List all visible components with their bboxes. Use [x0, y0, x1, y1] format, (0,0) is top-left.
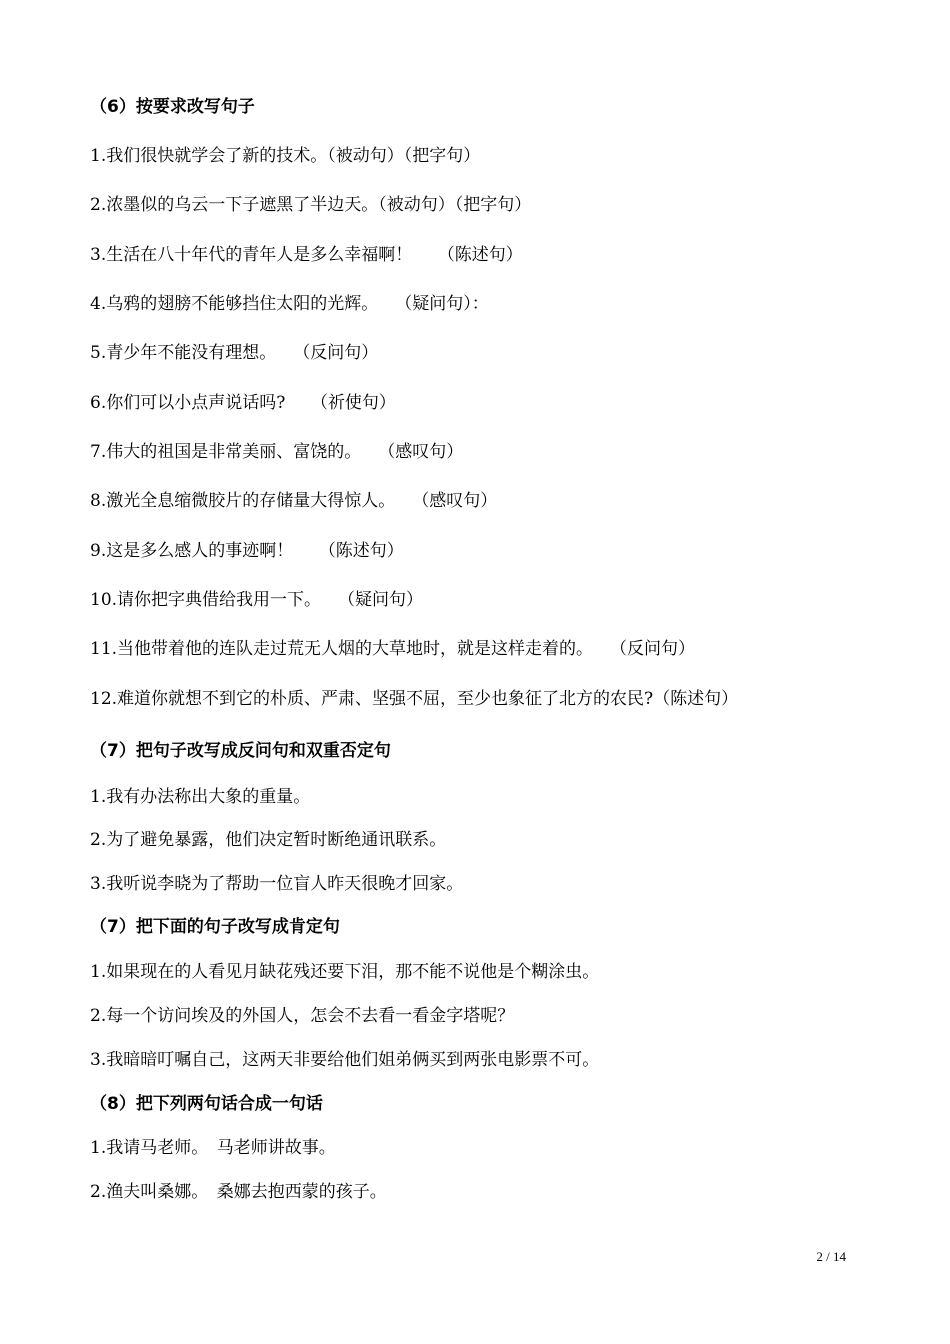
list-item: 1.我们很快就学会了新的技术。（被动句）（把字句） [90, 146, 481, 166]
section-heading: （7）把句子改写成反问句和双重否定句 [90, 741, 391, 761]
page-number: 2 / 14 [816, 1249, 846, 1264]
section-heading: （8）把下列两句话合成一句话 [90, 1094, 323, 1114]
list-item: 2.为了避免暴露，他们决定暂时断绝通讯联系。 [90, 830, 447, 850]
list-item: 2.渔夫叫桑娜。 桑娜去抱西蒙的孩子。 [90, 1182, 387, 1202]
list-item: 8.激光全息缩微胶片的存储量大得惊人。 （感叹句） [90, 491, 498, 511]
list-item: 1.我有办法称出大象的重量。 [90, 787, 311, 807]
list-item: 5.青少年不能没有理想。 （反问句） [90, 343, 379, 363]
list-item: 1.我请马老师。 马老师讲故事。 [90, 1138, 336, 1158]
list-item: 2.浓墨似的乌云一下子遮黑了半边天。（被动句）（把字句） [90, 195, 532, 215]
list-item: 12.难道你就想不到它的朴质、严肃、坚强不屈，至少也象征了北方的农民?（陈述句） [90, 689, 739, 709]
list-item: 9.这是多么感人的事迹啊！ （陈述句） [90, 541, 404, 561]
list-item: 10.请你把字典借给我用一下。 （疑问句） [90, 590, 424, 610]
list-item: 2.每一个访问埃及的外国人，怎会不去看一看金字塔呢？ [90, 1006, 515, 1026]
list-item: 6.你们可以小点声说话吗? （祈使句） [90, 393, 396, 413]
list-item: 3.生活在八十年代的青年人是多么幸福啊！ （陈述句） [90, 245, 523, 265]
list-item: 3.我听说李晓为了帮助一位盲人昨天很晚才回家。 [90, 874, 464, 894]
list-item: 7.伟大的祖国是非常美丽、富饶的。 （感叹句） [90, 442, 464, 462]
list-item: 3.我暗暗叮嘱自己，这两天非要给他们姐弟俩买到两张电影票不可。 [90, 1050, 600, 1070]
list-item: 1.如果现在的人看见月缺花残还要下泪，那不能不说他是个糊涂虫。 [90, 962, 600, 982]
list-item: 11.当他带着他的连队走过荒无人烟的大草地时，就是这样走着的。 （反问句） [90, 639, 696, 659]
section-heading: （6）按要求改写句子 [90, 97, 255, 117]
section-heading: （7）把下面的句子改写成肯定句 [90, 917, 340, 937]
list-item: 4.乌鸦的翅膀不能够挡住太阳的光辉。 （疑问句）： [90, 294, 489, 314]
